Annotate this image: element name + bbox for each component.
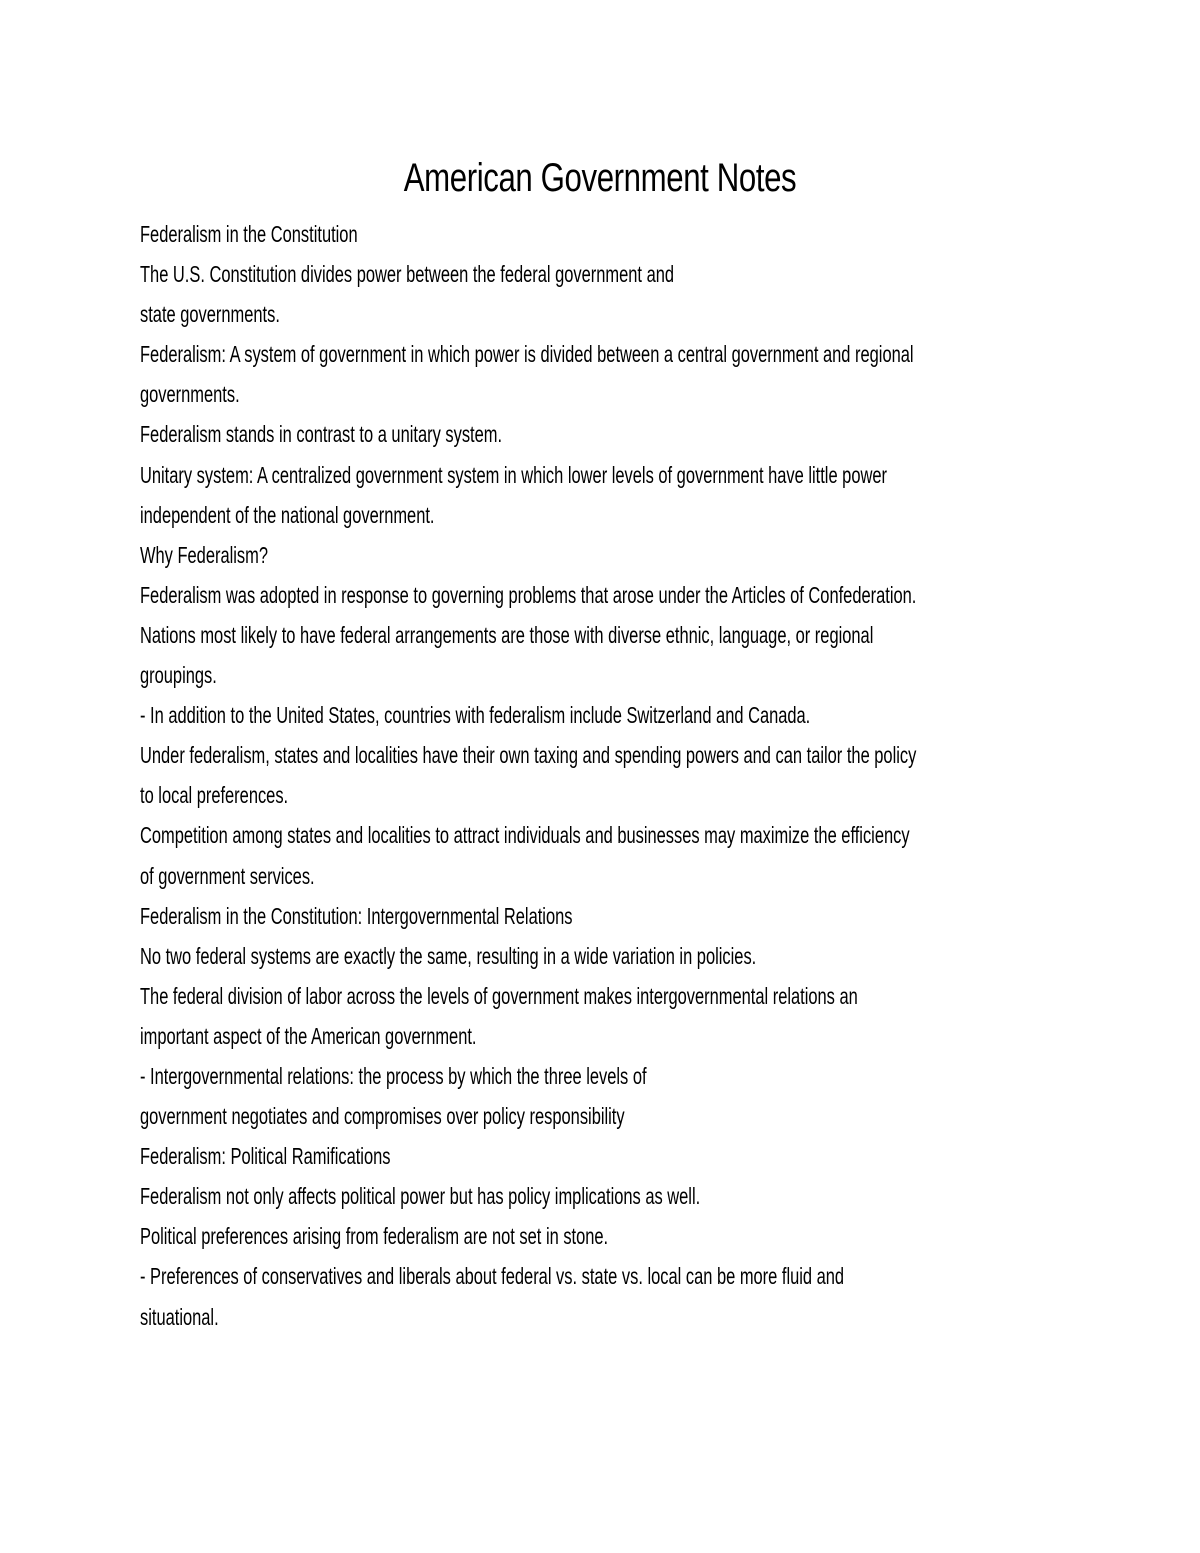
- text-line: - In addition to the United States, countries with federalism include Switzerland and Canada.: [140, 702, 811, 729]
- text-line: Federalism in the Constitution: [140, 221, 358, 247]
- text-line: The U.S. Constitution divides power between the federal government and: [140, 261, 675, 288]
- text-line: to local preferences.: [140, 782, 289, 809]
- text-line: Competition among states and localities to attract individuals and businesses may maximize the efficiency: [140, 822, 910, 849]
- text-line: Under federalism, states and localities have their own taxing and spending powers and can tailor the policy: [140, 742, 917, 769]
- text-line: Federalism in the Constitution: Intergovernmental Relations: [140, 902, 573, 929]
- text-line: independent of the national government.: [140, 501, 435, 528]
- text-line: important aspect of the American government.: [140, 1022, 477, 1049]
- text-line: Why Federalism?: [140, 541, 268, 568]
- text-line: governments.: [140, 381, 240, 408]
- text-line: Unitary system: A centralized government system in which lower levels of government have little power: [140, 461, 887, 488]
- text-line: The federal division of labor across the levels of government makes intergovernmental relations an: [140, 982, 858, 1009]
- text-line: Political preferences arising from federalism are not set in stone.: [140, 1223, 609, 1250]
- text-line: No two federal systems are exactly the same, resulting in a wide variation in policies.: [140, 942, 757, 969]
- text-line: state governments.: [140, 301, 280, 328]
- text-line: Federalism not only affects political power but has policy implications as well.: [140, 1183, 701, 1210]
- text-line: of government services.: [140, 862, 315, 889]
- text-line: Federalism: A system of government in which power is divided between a central government and regional: [140, 341, 914, 368]
- text-line: government negotiates and compromises over policy responsibility: [140, 1103, 625, 1130]
- text-line: Nations most likely to have federal arrangements are those with diverse ethnic, language, or regional: [140, 621, 874, 648]
- text-line: situational.: [140, 1303, 219, 1330]
- text-line: - Intergovernmental relations: the process by which the three levels of: [140, 1062, 647, 1089]
- page-title: American Government Notes: [403, 156, 797, 200]
- text-line: - Preferences of conservatives and liberals about federal vs. state vs. local can be more fluid and: [140, 1263, 845, 1290]
- text-line: Federalism was adopted in response to governing problems that arose under the Articles of Confederation.: [140, 581, 917, 608]
- text-line: Federalism stands in contrast to a unitary system.: [140, 421, 503, 448]
- text-line: groupings.: [140, 662, 217, 689]
- notes-body: [140, 214, 980, 1337]
- text-line: Federalism: Political Ramifications: [140, 1143, 391, 1170]
